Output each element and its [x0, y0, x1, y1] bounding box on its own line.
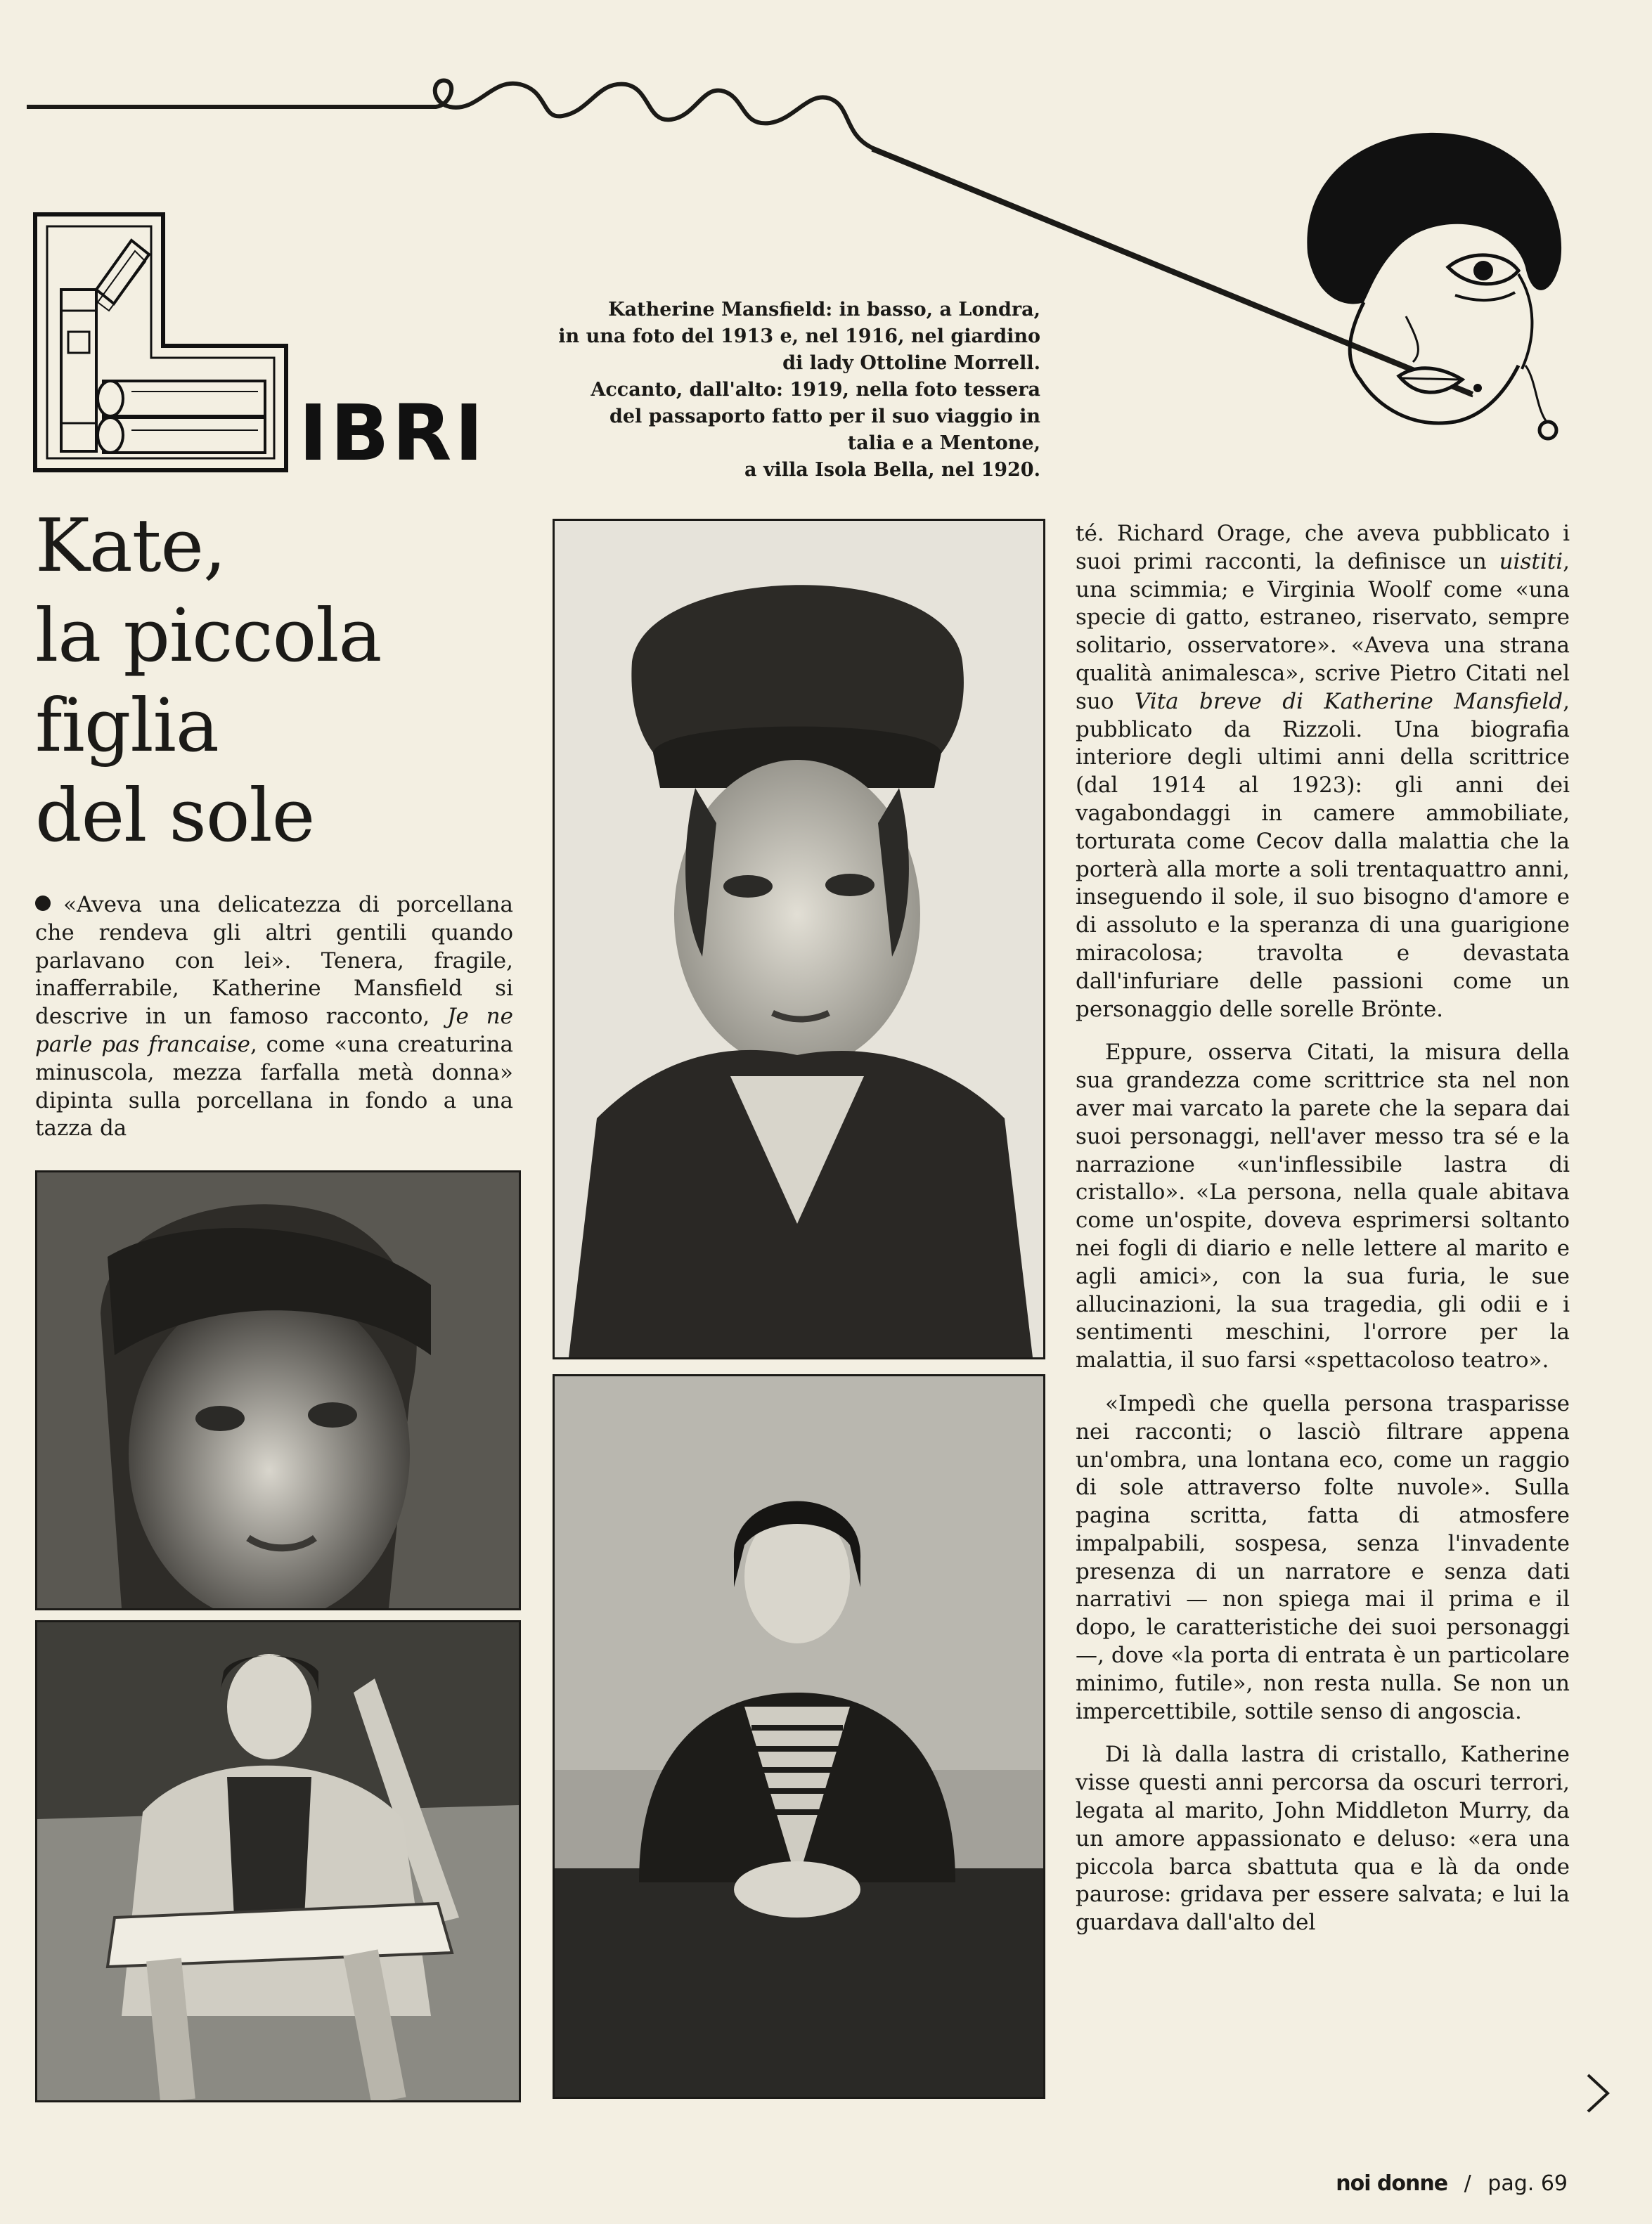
flapper-face-illustration: [1293, 127, 1589, 478]
photo-passport-1919: [553, 519, 1045, 1359]
bullet-icon: [35, 896, 51, 911]
caption-line: talia e a Mentone,: [847, 432, 1040, 454]
photo-caption: [517, 297, 1040, 484]
title-line: figlia: [35, 683, 219, 768]
caption-line: in una foto del 1913 e, nel 1916, nel giardino: [558, 325, 1040, 347]
footer-separator: /: [1464, 2171, 1471, 2196]
caption-line: del passaporto fatto per il suo viaggio in: [609, 406, 1040, 427]
title-line: la piccola: [35, 593, 382, 678]
photo-portrait-1913: [35, 1170, 521, 1610]
right-column-text: té. Richard Orage, che aveva pubblicato i suoi primi racconti, la definisce un uistiti, una scimmia; e Virginia Woolf come «una specie di gatto, estraneo, riservato, sempre solitario, osservatore». «Aveva una strana qualità animalesca», scrive Pietro Citati nel suo Vita breve di Katherine Mansfield, pubblicato da Rizzoli. Una biografia interiore degli ultimi anni della scrittrice (dal 1914 al 1923): gli anni dei vagabondaggi in camere ammobiliate, torturata come Cecov dalla malattia che la porterà alla morte a soli trentaquattro anni, inseguendo il sole, il suo bisogno d'amore e di assoluto e la speranza di una guarigione miracolosa; travolta e devastata dall'infuriare delle passioni come un personaggio delle sorelle Brönte. Eppure, osserva Citati, la misura della sua grandezza come scrittrice sta nel non aver mai varcato la parete che la separa dai suoi personaggi, nell'aver messo tra sé e la narrazione «un'inflessibile lastra di cristallo». «La persona, nella quale abitava come un'ospite, doveva esprimersi soltanto nei fogli di diario e nelle lettere al marito e agli amici», con la sua furia, le sue allucinazioni, la sua tragedia, gli odii e i sentimenti meschini, l'orrore per la malattia, il suo farsi «spettacoloso teatro». «Impedì che quella persona trasparisse nei racconti; o lasciò filtrare appena un'ombra, una lontana eco, come un raggio di sole attraverso folte nuvole». Sulla pagina scritta, fatta di atmosfere impalpabili, sospesa, senza l'invadente presenza di un narratore e senza dati narrativi — non spiega mai il prima e il dopo, le caratteristiche dei suoi personaggi —, dove «la porta di entrata è un particolare minimo, futile», non resta nulla. Se non un impercettibile, sottile senso di angoscia. Di là dalla lastra di cristallo, Katherine visse questi anni percorsa da oscuri terrori, legata al marito, John Middleton Murry, da un amore appassionato e deluso: «era una piccola barca sbattuta qua e là da onde paurose: gridava per essere salvata; e lui la guardava dall'alto del: [1076, 521, 1570, 1936]
page-footer: [1336, 2171, 1568, 2196]
caption-line: a villa Isola Bella, nel 1920.: [744, 459, 1040, 481]
left-column-text: «Aveva una delicatezza di porcellana che rendeva gli altri gentili quando parlavano con lei». Tenera, fragile, inafferrabile, Katherine Mansfield si descrive in un famoso racconto, Je ne parle pas francaise, come «una creaturina minuscola, mezza farfalla metà donna» dipinta sulla porcellana in fondo a una tazza da: [35, 892, 513, 1142]
section-title: IBRI: [299, 388, 486, 478]
title-line: del sole: [35, 772, 315, 858]
caption-line: di lady Ottoline Morrell.: [782, 352, 1040, 374]
caption-line: Accanto, dall'alto: 1919, nella foto tessera: [591, 379, 1040, 401]
caption-line: Katherine Mansfield: in basso, a Londra,: [608, 299, 1040, 321]
photo-isola-bella-1920: [553, 1374, 1045, 2099]
section-logo: [33, 212, 497, 478]
photo-garden-1916: [35, 1620, 521, 2102]
page-number: pag. 69: [1488, 2171, 1568, 2196]
magazine-name: noi donne: [1336, 2171, 1448, 2196]
title-line: Kate,: [35, 503, 226, 588]
continue-arrow-icon: [1585, 2072, 1611, 2114]
article-title: [35, 500, 513, 860]
